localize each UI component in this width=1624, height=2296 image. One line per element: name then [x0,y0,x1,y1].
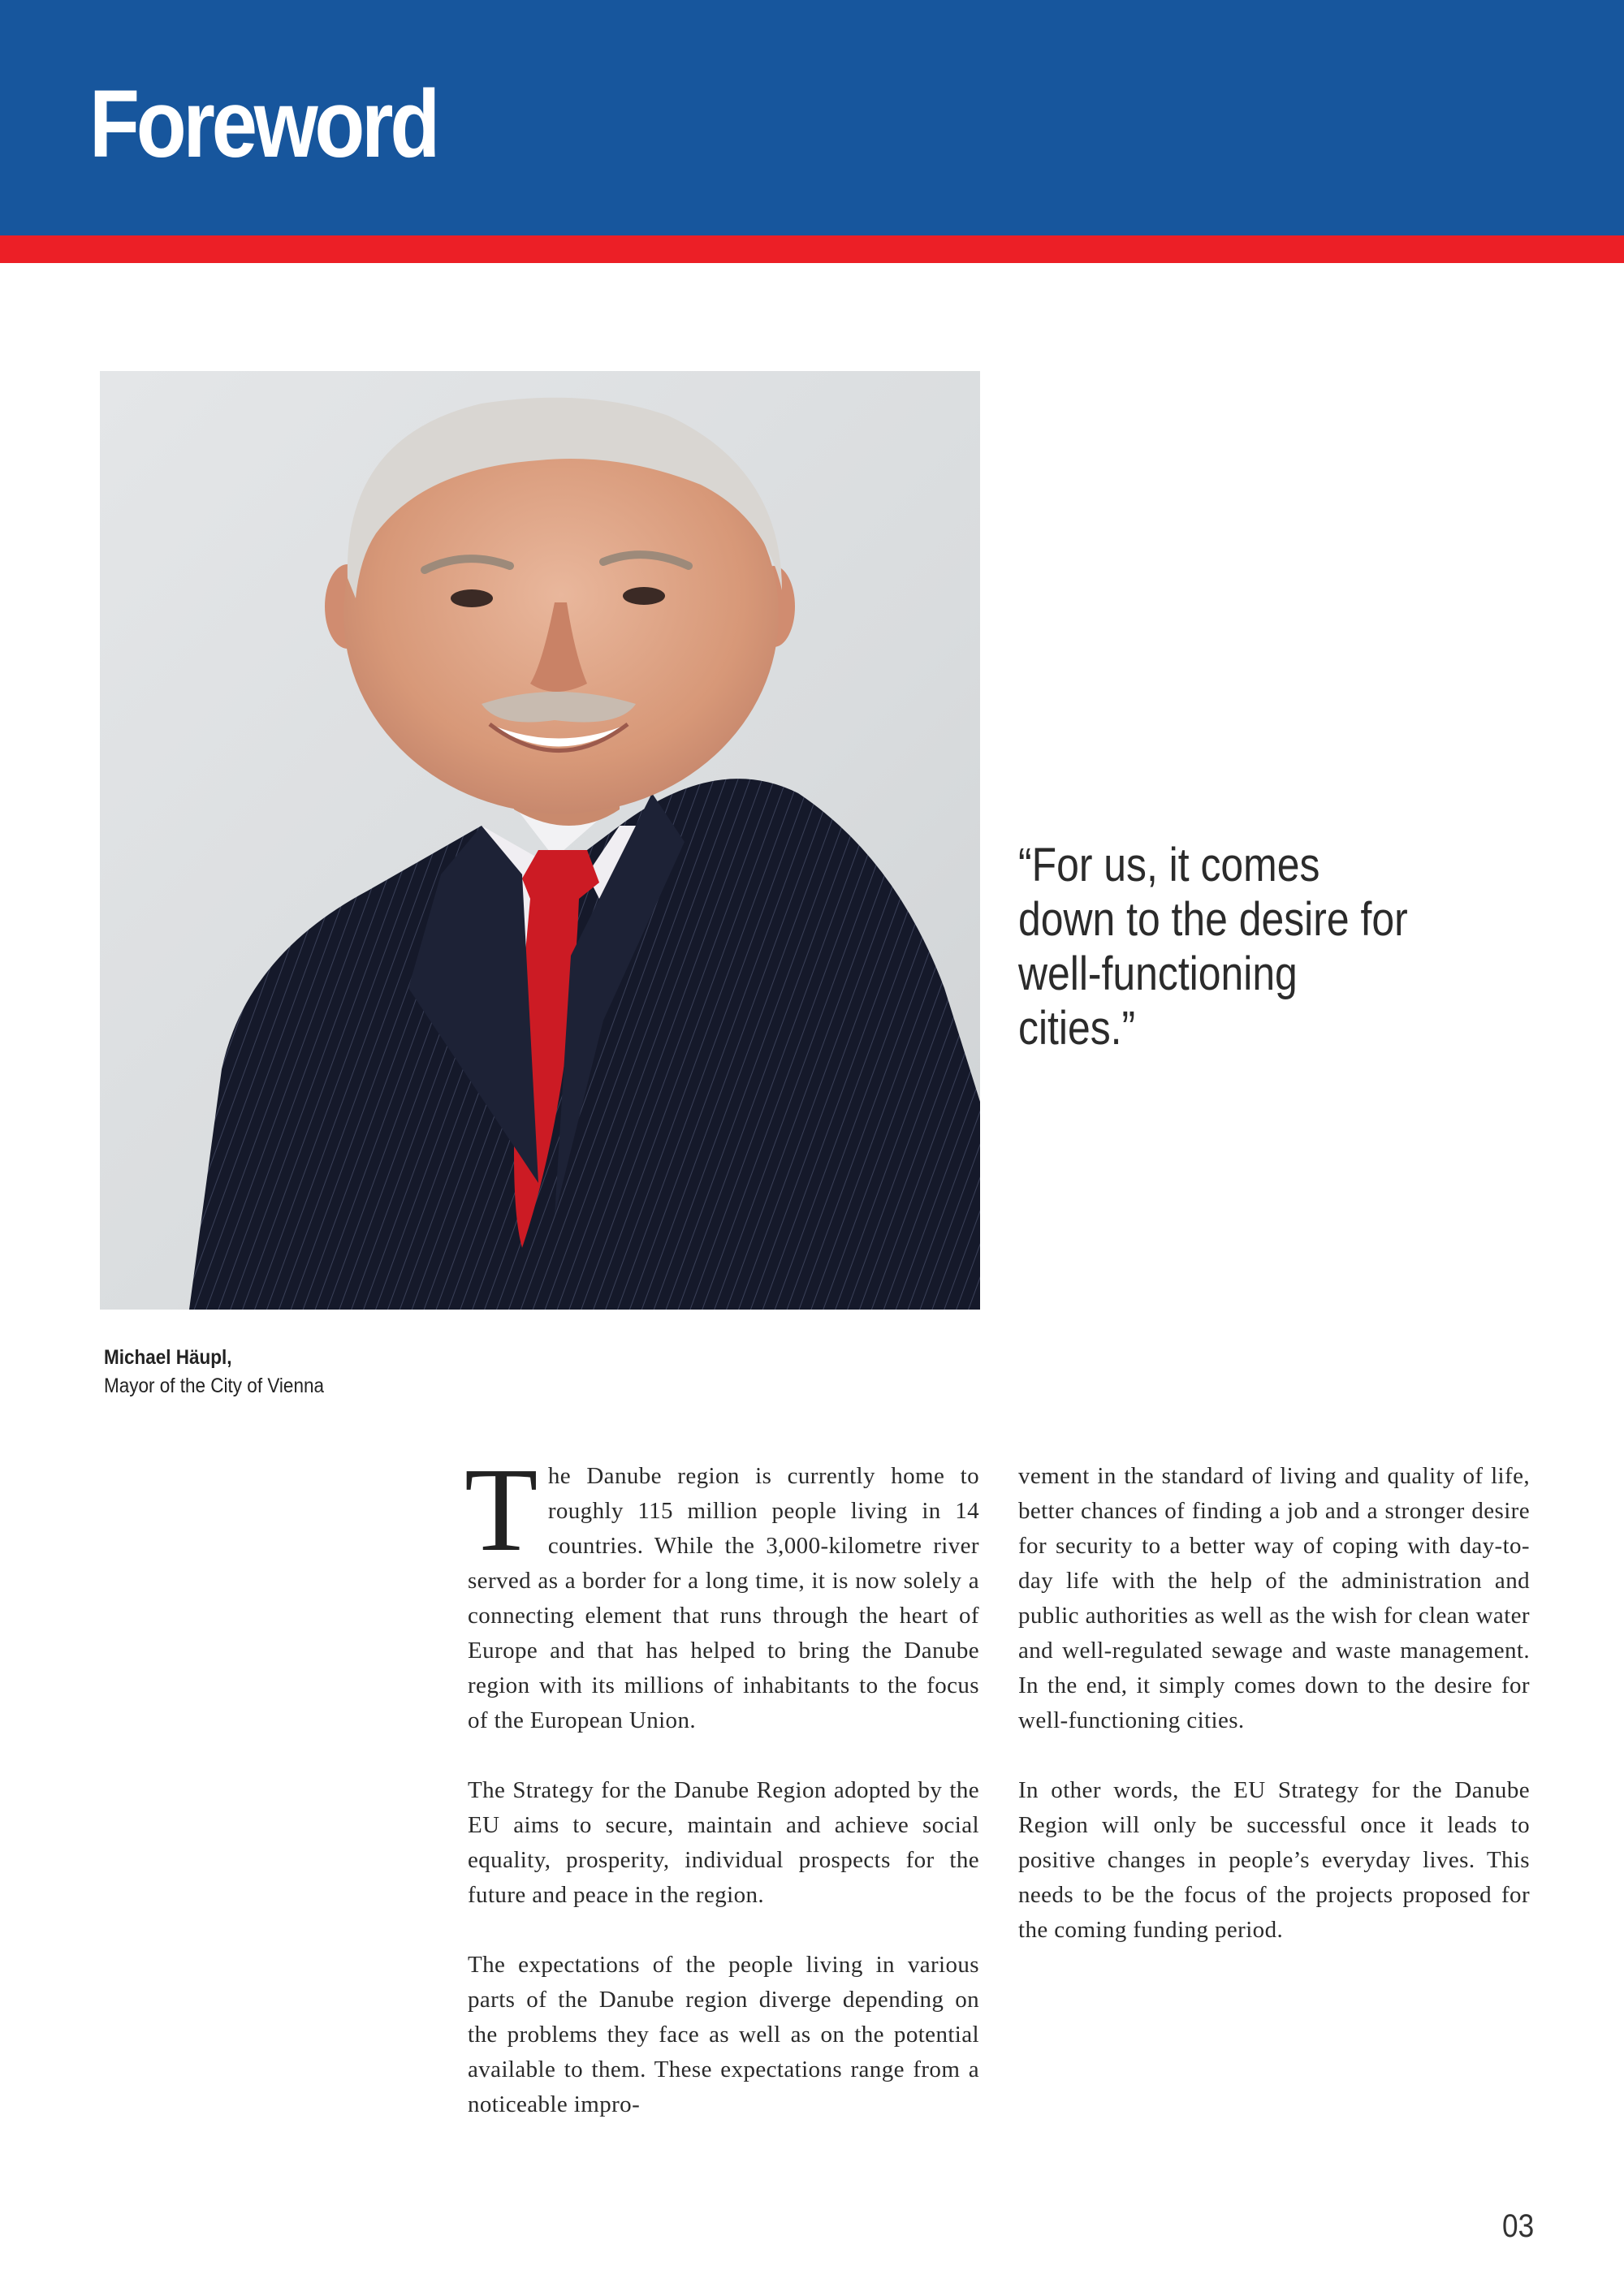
body-paragraph-text: he Danube region is currently home to roughly 115 million people living in 14 countries. While the 3,000-kilometre river served as a border for a long time, it is now solely a connecting element that runs through the heart of Europe and that has helped to bring the Danube region with its millions of inhabitants to the focus of the European Union. [468,1463,979,1733]
page-number: 03 [1502,2208,1535,2244]
body-paragraph: The expectations of the people living in various parts of the Danube region diverge depending on the problems they face as well as on the potential available to them. These expectations range from a noticeable impro- [468,1952,979,2117]
body-paragraph: vement in the standard of living and quality of life, better chances of finding a job and a stronger desire for security to a better way of coping with day-to-day life with the help of the administration and public authorities as well as the wish for clean water and well-regulated sewage and waste management. In the end, it simply comes down to the desire for well-functioning cities. [1018,1463,1530,1733]
body-paragraph: The Strategy for the Danube Region adopted by the EU aims to secure, maintain and achieve social equality, prosperity, individual prospects for the future and peace in the region. [468,1777,979,1908]
header-rule [0,235,1624,263]
body-column-left [464,1444,979,2122]
body-column-right [1018,1459,1530,1948]
drop-cap: T [464,1444,538,1577]
body-paragraph: In other words, the EU Strategy for the Danube Region will only be successful once it leads to positive changes in people’s everyday lives. This needs to be the focus of the projects proposed for the coming funding period. [1018,1777,1530,1943]
caption-name: Michael Häupl, [104,1346,232,1369]
page-title: Foreword [89,71,437,178]
portrait-illustration [100,371,980,1310]
body-paragraph [464,1444,979,1738]
caption-role: Mayor of the City of Vienna [104,1375,324,1397]
pull-quote: “For us, it comes down to the desire for well-functioning cities.” [1018,839,1408,1055]
portrait-photo [100,371,980,1310]
